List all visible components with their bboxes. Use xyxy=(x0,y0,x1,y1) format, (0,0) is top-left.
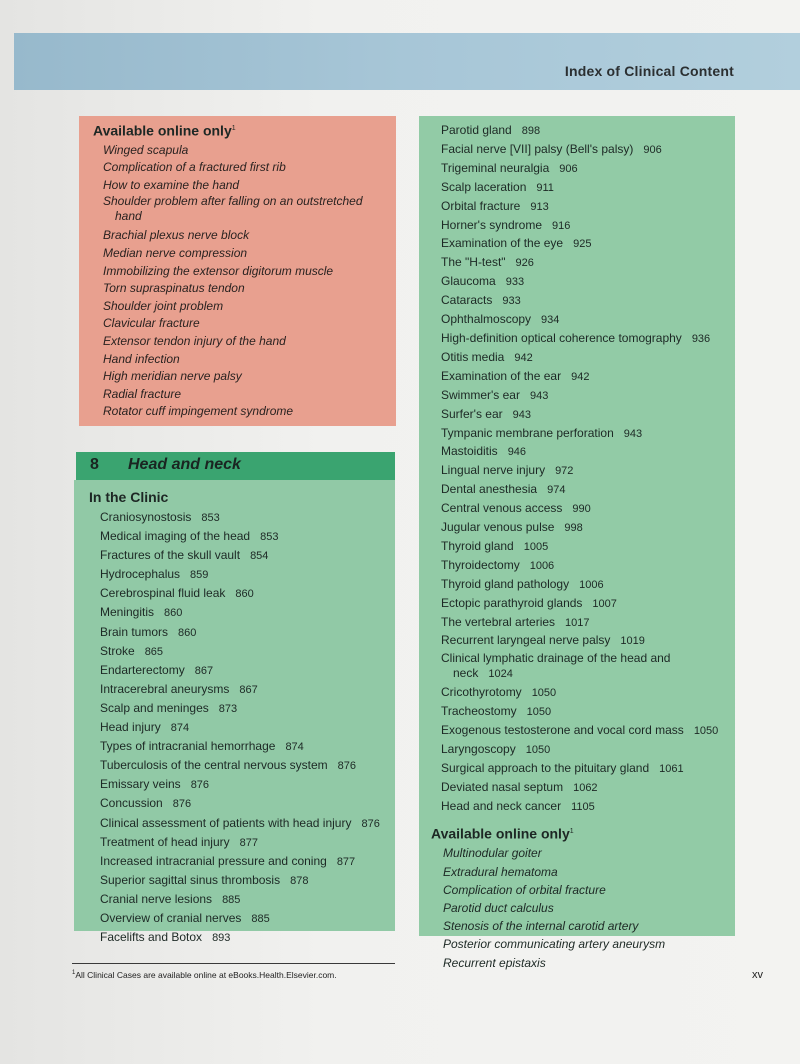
entry-page: 898 xyxy=(521,125,541,137)
clinic-entry xyxy=(89,909,395,928)
footnote xyxy=(72,970,337,980)
entry-label: Head and neck cancer xyxy=(441,798,562,813)
entry-page: 1019 xyxy=(620,635,645,648)
list-item xyxy=(93,245,396,263)
clinic-entry xyxy=(441,741,735,760)
entry-label: Intracerebral aneurysms xyxy=(100,681,230,696)
clinic-entry xyxy=(89,661,395,680)
clinic-entry xyxy=(441,141,735,160)
footnote-divider xyxy=(72,963,395,964)
clinic-entry xyxy=(441,217,735,236)
list-item xyxy=(93,227,396,245)
clinic-entry xyxy=(441,760,735,779)
clinic-entry xyxy=(441,462,735,481)
entry-label: Otitis media xyxy=(441,349,505,364)
running-header: Index of Clinical Content xyxy=(564,63,734,79)
entry-page: 974 xyxy=(547,484,566,497)
entry-page: 926 xyxy=(515,257,534,270)
entry-page: 933 xyxy=(505,276,525,289)
entry-label: Recurrent epistaxis xyxy=(443,955,546,970)
entry-page: 934 xyxy=(541,314,560,327)
list-item xyxy=(93,298,396,316)
entry-label: Ophthalmoscopy xyxy=(441,312,532,327)
entry-page: 878 xyxy=(290,874,309,887)
clinic-entry xyxy=(441,798,735,817)
entry-page: 859 xyxy=(190,569,209,582)
entry-label: hand xyxy=(115,209,142,224)
entry-label: neck xyxy=(453,666,479,681)
list-item xyxy=(93,386,396,404)
list-item xyxy=(441,863,735,881)
entry-page: 1050 xyxy=(526,706,552,719)
entry-page: 946 xyxy=(507,446,527,459)
entry-label: Rotator cuff impingement syndrome xyxy=(103,404,294,419)
entry-page: 893 xyxy=(212,932,231,945)
entry-label: Tuberculosis of the central nervous system xyxy=(100,758,328,773)
clinic-entry xyxy=(89,699,395,718)
clinic-entry xyxy=(89,794,395,813)
entry-label: Emissary veins xyxy=(100,777,181,792)
entry-label: Exogenous testosterone and vocal cord mass xyxy=(441,723,684,738)
clinic-entry xyxy=(441,538,735,557)
clinic-entry xyxy=(89,852,395,871)
clinic-entry xyxy=(441,235,735,254)
entry-page: 906 xyxy=(559,162,578,175)
clinic-entry xyxy=(441,779,735,798)
entry-label: Trigeminal neuralgia xyxy=(441,160,550,175)
entry-label: Cricothyrotomy xyxy=(441,685,522,700)
entry-page: 876 xyxy=(190,779,210,792)
list-item xyxy=(441,954,735,972)
online-only-heading-right xyxy=(431,823,735,843)
entry-page: 911 xyxy=(536,181,554,194)
entry-label: Surfer's ear xyxy=(441,406,503,421)
entry-page: 1050 xyxy=(693,725,719,738)
entry-label: Shoulder problem after falling on an outstretched xyxy=(103,194,363,209)
entry-label: Radial fracture xyxy=(103,386,182,401)
entry-page: 1006 xyxy=(529,559,555,572)
clinic-entry xyxy=(441,684,735,703)
list-item xyxy=(93,194,396,209)
entry-label: Tympanic membrane perforation xyxy=(441,425,614,440)
entry-page: 854 xyxy=(250,550,269,563)
online-only-list-left xyxy=(93,142,396,421)
entry-label: How to examine the hand xyxy=(103,177,240,192)
entry-label: The vertebral arteries xyxy=(441,614,556,629)
clinic-entry xyxy=(89,775,395,794)
entry-label: Types of intracranial hemorrhage xyxy=(100,739,276,754)
list-item xyxy=(93,209,396,223)
clinic-entry xyxy=(441,576,735,595)
clinic-entry xyxy=(441,349,735,368)
entry-page: 936 xyxy=(691,332,711,345)
entry-page: 874 xyxy=(285,741,304,754)
list-item xyxy=(93,263,396,281)
entry-label: Complication of orbital fracture xyxy=(443,882,606,897)
entry-page: 943 xyxy=(623,427,643,440)
in-the-clinic-list xyxy=(89,508,395,947)
entry-label: Complication of a fractured first rib xyxy=(103,160,286,175)
clinic-entry xyxy=(441,254,735,273)
list-item xyxy=(441,881,735,899)
entry-label: Thyroid gland pathology xyxy=(441,576,570,591)
entry-label: Jugular venous pulse xyxy=(441,520,555,535)
list-item xyxy=(441,899,735,917)
clinic-entry xyxy=(441,703,735,722)
entry-label: Facelifts and Botox xyxy=(100,930,203,945)
entry-label: Examination of the eye xyxy=(441,236,564,251)
entry-label: Clavicular fracture xyxy=(103,316,200,331)
in-the-clinic-box xyxy=(74,480,395,945)
entry-label: Laryngoscopy xyxy=(441,742,516,757)
entry-page: 1024 xyxy=(488,668,513,681)
entry-label: Facial nerve [VII] palsy (Bell's palsy) xyxy=(441,141,634,156)
entry-label: Parotid gland xyxy=(441,123,512,137)
list-item xyxy=(93,368,396,386)
clinic-entry xyxy=(441,292,735,311)
entry-label: Orbital fracture xyxy=(441,198,521,213)
online-only-list-right xyxy=(441,844,735,971)
entry-label: Stenosis of the internal carotid artery xyxy=(443,919,639,934)
entry-label: Multinodular goiter xyxy=(443,846,542,861)
entry-label: Central venous access xyxy=(441,501,563,516)
clinic-entry xyxy=(441,651,735,666)
clinic-entry xyxy=(441,368,735,387)
entry-label: Concussion xyxy=(100,796,163,811)
clinic-entry xyxy=(89,756,395,775)
entry-label: Swimmer's ear xyxy=(441,387,520,402)
entry-page: 1050 xyxy=(531,687,557,700)
clinic-entry xyxy=(89,871,395,890)
entry-page: 1105 xyxy=(571,800,595,813)
online-only-heading-text: Available online only xyxy=(93,122,232,139)
entry-label: Cranial nerve lesions xyxy=(100,891,213,906)
entry-page: 873 xyxy=(218,702,238,715)
clinic-entry xyxy=(441,666,735,681)
online-only-heading-text: Available online only xyxy=(431,825,570,842)
entry-label: High-definition optical coherence tomography xyxy=(441,330,682,345)
clinic-entry xyxy=(89,623,395,642)
list-item xyxy=(93,280,396,298)
clinic-entry xyxy=(441,198,735,217)
list-item xyxy=(441,844,735,862)
entry-label: Brain tumors xyxy=(100,624,169,639)
entry-label: Ectopic parathyroid glands xyxy=(441,595,583,610)
entry-label: The "H-test" xyxy=(441,255,506,270)
entry-label: Recurrent laryngeal nerve palsy xyxy=(441,633,611,648)
entry-label: Tracheostomy xyxy=(441,704,517,719)
entry-page: 933 xyxy=(502,295,521,308)
entry-label: Endarterectomy xyxy=(100,662,185,677)
entry-page: 860 xyxy=(164,607,183,620)
entry-page: 1050 xyxy=(525,744,551,757)
clinic-entry xyxy=(441,273,735,292)
clinic-entry xyxy=(89,527,395,546)
list-item xyxy=(93,333,396,351)
entry-label: Parotid duct calculus xyxy=(443,900,554,915)
entry-page: 1017 xyxy=(565,616,590,629)
entry-label: Scalp and meninges xyxy=(100,700,209,715)
entry-label: Clinical lymphatic drainage of the head and xyxy=(441,651,671,666)
list-item xyxy=(93,159,396,177)
entry-page: 876 xyxy=(361,817,380,830)
entry-label: Head injury xyxy=(100,720,161,735)
entry-page: 943 xyxy=(529,389,549,402)
entry-page: 906 xyxy=(643,143,662,156)
entry-page: 942 xyxy=(514,351,533,364)
entry-page: 925 xyxy=(573,238,592,251)
clinic-entry xyxy=(441,500,735,519)
footnote-marker: 1 xyxy=(231,125,236,132)
entry-label: Scalp laceration xyxy=(441,179,527,194)
entry-label: Glaucoma xyxy=(441,274,496,289)
clinic-entry xyxy=(441,557,735,576)
entry-label: Meningitis xyxy=(100,605,155,620)
entry-label: Superior sagittal sinus thrombosis xyxy=(100,872,281,887)
entry-label: Dental anesthesia xyxy=(441,482,538,497)
clinic-entry xyxy=(89,642,395,661)
in-the-clinic-heading: In the Clinic xyxy=(89,489,169,505)
clinic-entry xyxy=(89,890,395,909)
chapter-title: Head and neck xyxy=(128,456,241,473)
entry-page: 877 xyxy=(239,836,258,849)
entry-label: Examination of the ear xyxy=(441,368,562,383)
entry-page: 853 xyxy=(260,531,279,544)
entry-label: Clinical assessment of patients with head injury xyxy=(100,815,352,830)
entry-page: 877 xyxy=(336,855,356,868)
entry-page: 990 xyxy=(572,503,591,516)
entry-label: Stroke xyxy=(100,643,135,658)
clinic-entry xyxy=(441,406,735,425)
entry-label: Lingual nerve injury xyxy=(441,463,546,478)
list-item xyxy=(93,315,396,333)
clinic-entry xyxy=(441,595,735,614)
clinic-entry xyxy=(89,584,395,603)
clinic-entry xyxy=(89,508,395,527)
chapter-number: 8 xyxy=(90,456,99,473)
entry-label: Cerebrospinal fluid leak xyxy=(100,586,226,601)
clinic-entry xyxy=(89,718,395,737)
entry-label: Torn supraspinatus tendon xyxy=(103,281,245,296)
entry-label: Extradural hematoma xyxy=(443,864,558,879)
entry-label: Hydrocephalus xyxy=(100,567,181,582)
entry-page: 1006 xyxy=(579,578,604,591)
entry-label: Immobilizing the extensor digitorum muscle xyxy=(103,263,334,278)
list-item xyxy=(93,403,396,421)
footnote-marker: 1 xyxy=(72,970,76,977)
entry-label: Craniosynostosis xyxy=(100,510,192,524)
entry-page: 1005 xyxy=(523,540,549,553)
entry-label: Thyroidectomy xyxy=(441,557,520,572)
list-item xyxy=(93,142,396,160)
clinic-entry xyxy=(441,311,735,330)
clinic-continued-box xyxy=(419,116,735,970)
entry-page: 998 xyxy=(564,522,583,535)
list-item xyxy=(93,177,396,195)
entry-label: Winged scapula xyxy=(103,142,189,157)
clinic-continued-list xyxy=(441,122,735,817)
entry-page: 867 xyxy=(194,664,214,677)
entry-page: 853 xyxy=(201,512,220,524)
clinic-entry xyxy=(89,833,395,852)
entry-page: 874 xyxy=(170,722,190,735)
clinic-entry xyxy=(89,680,395,699)
entry-label: Horner's syndrome xyxy=(441,217,542,232)
entry-label: Thyroid gland xyxy=(441,538,514,553)
list-item xyxy=(441,917,735,935)
entry-page: 867 xyxy=(239,683,258,696)
entry-page: 1062 xyxy=(573,781,598,794)
clinic-entry xyxy=(441,122,735,141)
entry-label: Cataracts xyxy=(441,293,493,308)
clinic-entry xyxy=(441,387,735,406)
entry-page: 942 xyxy=(571,370,590,383)
footnote-marker: 1 xyxy=(569,827,574,835)
entry-page: 1007 xyxy=(592,597,617,610)
entry-label: Hand infection xyxy=(103,351,180,366)
entry-page: 943 xyxy=(512,408,532,421)
entry-label: Medical imaging of the head xyxy=(100,529,251,544)
entry-label: Shoulder joint problem xyxy=(103,298,224,313)
entry-page: 876 xyxy=(172,798,192,811)
entry-label: Increased intracranial pressure and coning xyxy=(100,853,327,868)
clinic-entry xyxy=(441,443,735,462)
entry-page: 913 xyxy=(530,200,549,213)
entry-page: 885 xyxy=(222,893,241,906)
clinic-entry xyxy=(441,632,735,651)
entry-page: 860 xyxy=(178,626,197,639)
clinic-entry xyxy=(89,546,395,565)
header-band xyxy=(14,33,800,90)
page-number: xv xyxy=(752,969,763,981)
clinic-entry xyxy=(441,425,735,444)
clinic-entry xyxy=(441,614,735,633)
clinic-entry xyxy=(89,928,395,947)
entry-label: Overview of cranial nerves xyxy=(100,910,242,925)
entry-label: Brachial plexus nerve block xyxy=(103,228,250,243)
clinic-entry xyxy=(441,481,735,500)
online-only-heading-left xyxy=(93,120,396,140)
entry-page: 876 xyxy=(337,760,357,773)
online-only-box-left xyxy=(79,116,396,426)
entry-label: Posterior communicating artery aneurysm xyxy=(443,937,666,952)
entry-page: 972 xyxy=(555,465,574,478)
entry-label: Fractures of the skull vault xyxy=(100,548,241,563)
clinic-entry xyxy=(441,519,735,538)
entry-page: 860 xyxy=(235,588,254,601)
clinic-entry xyxy=(89,737,395,756)
clinic-entry xyxy=(441,179,735,198)
entry-page: 885 xyxy=(251,912,270,925)
entry-label: High meridian nerve palsy xyxy=(103,369,242,384)
entry-page: 916 xyxy=(552,219,571,232)
chapter-header xyxy=(76,452,395,482)
list-item xyxy=(441,935,735,953)
clinic-entry xyxy=(441,722,735,741)
entry-page: 865 xyxy=(144,645,164,658)
entry-label: Extensor tendon injury of the hand xyxy=(103,334,286,348)
entry-label: Median nerve compression xyxy=(103,246,248,261)
entry-label: Treatment of head injury xyxy=(100,834,230,849)
clinic-entry xyxy=(89,814,395,833)
clinic-entry xyxy=(441,330,735,349)
clinic-entry xyxy=(441,160,735,179)
entry-label: Deviated nasal septum xyxy=(441,779,564,794)
entry-label: Mastoiditis xyxy=(441,444,498,459)
clinic-entry xyxy=(89,565,395,584)
clinic-entry xyxy=(89,603,395,622)
entry-page: 1061 xyxy=(659,763,684,775)
footnote-text: All Clinical Cases are available online at eBooks.Health.Elsevier.com. xyxy=(75,970,337,980)
entry-label: Surgical approach to the pituitary gland xyxy=(441,761,650,775)
list-item xyxy=(93,351,396,369)
